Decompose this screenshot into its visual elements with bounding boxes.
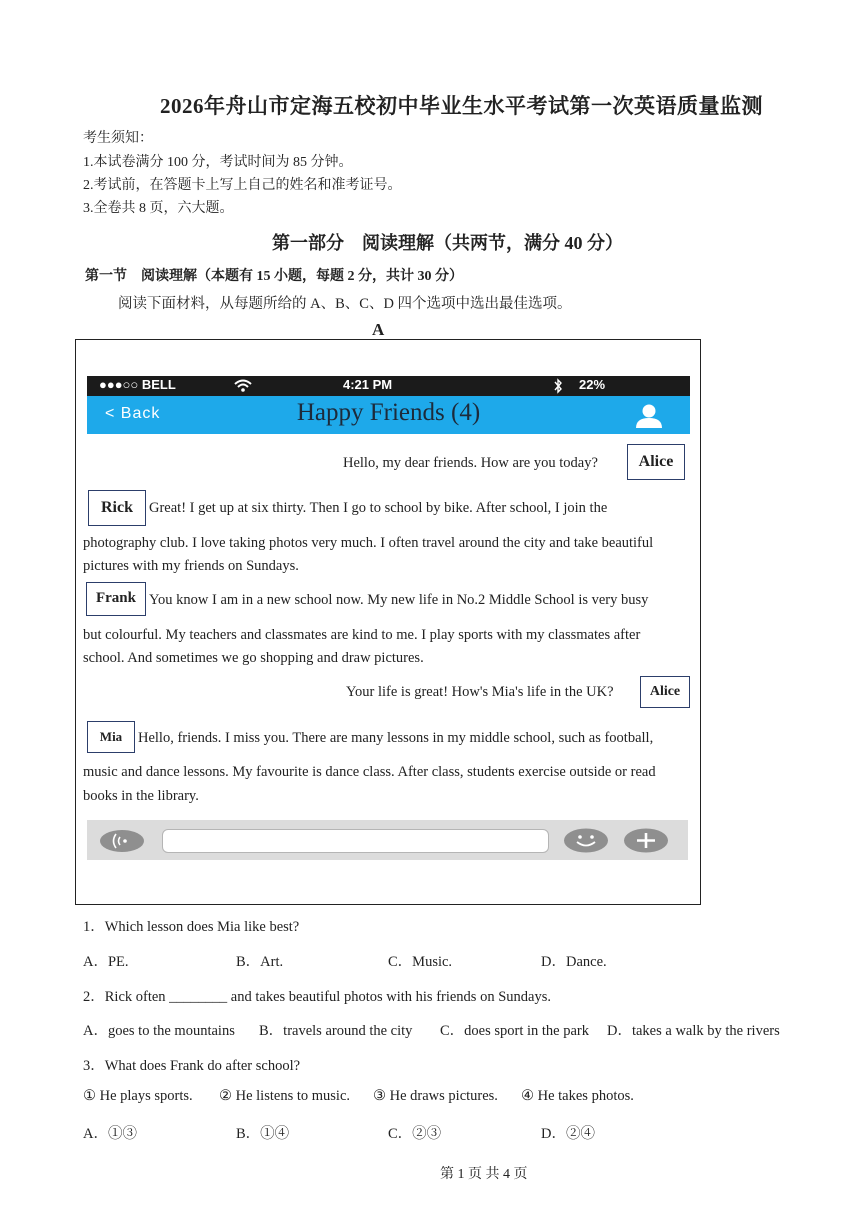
battery-percent: 22% — [579, 377, 606, 392]
sender-name-alice: Alice — [627, 444, 685, 480]
chat-message-line: school. And sometimes we go shopping and draw pictures. — [83, 650, 424, 666]
chat-message — [343, 446, 598, 480]
chat-message-line: photography club. I love taking photos very much. I often travel around the city and take beautiful — [83, 535, 654, 551]
sender-name-alice: Alice — [640, 676, 690, 708]
question-1-stem: 1．Which lesson does Mia like best? — [83, 919, 300, 935]
instruction: 阅读下面材料，从每题所给的 A、B、C、D 四个选项中选出最佳选项。 — [118, 296, 572, 312]
note-item: 2.考试前，在答题卡上写上自己的姓名和准考证号。 — [83, 178, 402, 193]
page-footer: 第 1 页 共 4 页 — [440, 1167, 528, 1182]
chat-message-line: but colourful. My teachers and classmates are kind to me. I play sports with my classmates after — [83, 627, 641, 643]
emoji-icon[interactable] — [563, 828, 609, 853]
q1-option-a: A．PE. — [83, 954, 129, 970]
q2-option-a: A．goes to the mountains — [83, 1023, 235, 1039]
back-button[interactable]: < Back — [105, 405, 161, 422]
phone-nav-bar — [87, 396, 690, 434]
status-time: 4:21 PM — [343, 377, 393, 392]
chat-input-bar — [87, 820, 688, 860]
part-title: 第一部分 阅读理解（共两节，满分 40 分） — [272, 233, 623, 253]
q3-choice: ③ He draws pictures. — [373, 1088, 498, 1104]
carrier-label: ●●●○○ BELL — [99, 377, 176, 392]
q1-option-d: D．Dance. — [541, 954, 607, 970]
chat-message-line: books in the library. — [83, 788, 199, 804]
message-text: Your life is great! How's Mia's life in the UK? — [346, 684, 614, 700]
chat-title: Happy Friends (4) — [296, 399, 481, 426]
chat-message-line: Hello, friends. I miss you. There are many lessons in my middle school, such as football, — [138, 730, 654, 746]
notes-heading: 考生须知： — [83, 131, 153, 146]
battery-icon — [719, 380, 755, 391]
section-title: 第一节 阅读理解（本题有 15 小题，每题 2 分，共计 30 分） — [85, 269, 463, 284]
q1-option-b: B．Art. — [236, 954, 284, 970]
chat-message-line: You know I am in a new school now. My new life in No.2 Middle School is very busy — [149, 592, 649, 608]
message-input[interactable] — [162, 829, 549, 853]
q3-option-a: A．①③ — [83, 1126, 137, 1142]
passage-label: A — [372, 320, 385, 339]
q3-option-b: B．①④ — [236, 1126, 290, 1142]
phone-status-bar — [87, 376, 690, 396]
exam-title: 2026年舟山市定海五校初中毕业生水平考试第一次英语质量监测 — [160, 94, 763, 118]
voice-icon[interactable] — [99, 829, 145, 853]
q3-option-d: D．②④ — [541, 1126, 595, 1142]
q2-option-b: B．travels around the city — [259, 1023, 413, 1039]
q3-choice: ② He listens to music. — [219, 1088, 351, 1104]
note-item: 3.全卷共 8 页，六大题。 — [83, 201, 234, 216]
bluetooth-icon — [553, 378, 563, 394]
q1-option-c: C．Music. — [388, 954, 453, 970]
q2-option-c: C．does sport in the park — [440, 1023, 590, 1039]
chat-message — [346, 675, 614, 709]
chat-message-line: pictures with my friends on Sundays. — [83, 558, 299, 574]
chat-message-line: music and dance lessons. My favourite is dance class. After class, students exercise outside or read — [83, 764, 656, 780]
sender-name-rick: Rick — [88, 490, 146, 526]
q3-choice: ④ He takes photos. — [521, 1088, 634, 1104]
message-text: Hello, my dear friends. How are you today? — [343, 455, 598, 471]
question-2-stem: 2．Rick often ________ and takes beautiful photos with his friends on Sundays. — [83, 989, 551, 1005]
user-icon[interactable] — [633, 403, 665, 429]
chat-message-line: Great! I get up at six thirty. Then I go to school by bike. After school, I join the — [149, 500, 608, 516]
note-item: 1.本试卷满分 100 分，考试时间为 85 分钟。 — [83, 155, 353, 170]
q3-option-c: C．②③ — [388, 1126, 442, 1142]
sender-name-frank: Frank — [86, 582, 146, 616]
q3-choice: ① He plays sports. — [83, 1088, 193, 1104]
question-3-stem: 3．What does Frank do after school? — [83, 1058, 301, 1074]
sender-name-mia: Mia — [87, 721, 135, 753]
add-icon[interactable] — [623, 828, 669, 853]
wifi-icon — [233, 379, 253, 393]
q2-option-d: D．takes a walk by the rivers — [607, 1023, 780, 1039]
